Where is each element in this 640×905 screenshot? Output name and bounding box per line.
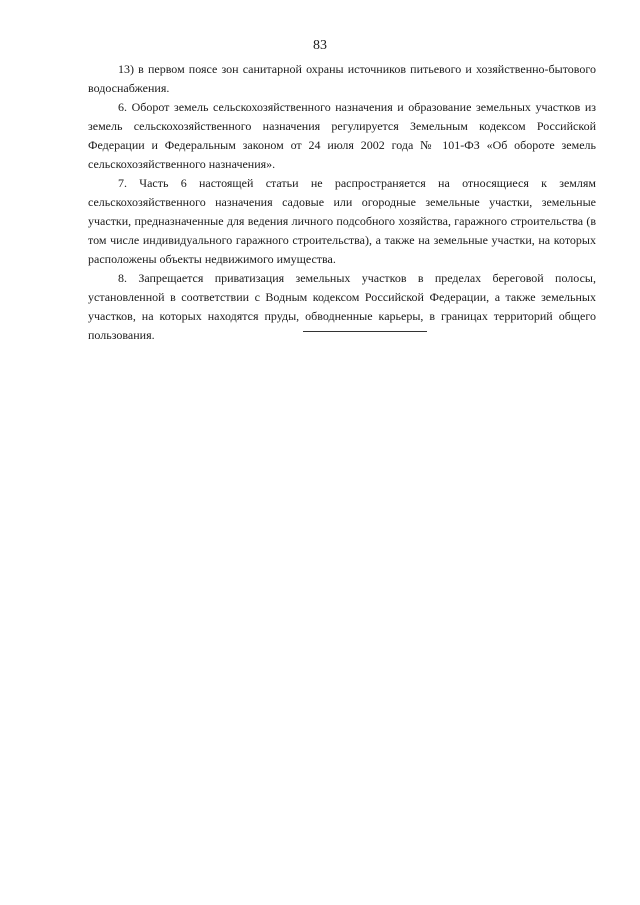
paragraph-part-6: 6. Оборот земель сельскохозяйственного назначения и образование земельных участков из земель сельскохозяйственного назначения регулируется Земельным кодексом Российской Федерации и Федеральным законом от 24 июля 2002 года № 101-ФЗ «Об обороте земель сельскохозяйственного назначения». xyxy=(88,100,596,171)
paragraph-item-13: 13) в первом поясе зон санитарной охраны источников питьевого и хозяйственно-бытового водоснабжения. xyxy=(88,62,596,95)
paragraph-part-8: 8. Запрещается приватизация земельных участков в пределах береговой полосы, установленной в соответствии с Водным кодексом Российской Федерации, а также земельных участков, на которых находятся пруды, обводненные карьеры, в границах территорий общего пользования. xyxy=(88,271,596,342)
document-body xyxy=(88,60,596,345)
paragraph-part-7: 7. Часть 6 настоящей статьи не распространяется на относящиеся к землям сельскохозяйственного назначения садовые или огородные земельные участки, земельные участки, предназначенные для ведения личного подсобного хозяйства, гаражного строительства (в том числе индивидуального гаражного строительства), а также на земельные участки, на которых расположены объекты недвижимого имущества. xyxy=(88,176,596,266)
end-divider xyxy=(303,331,427,332)
page-number: 83 xyxy=(313,38,327,53)
